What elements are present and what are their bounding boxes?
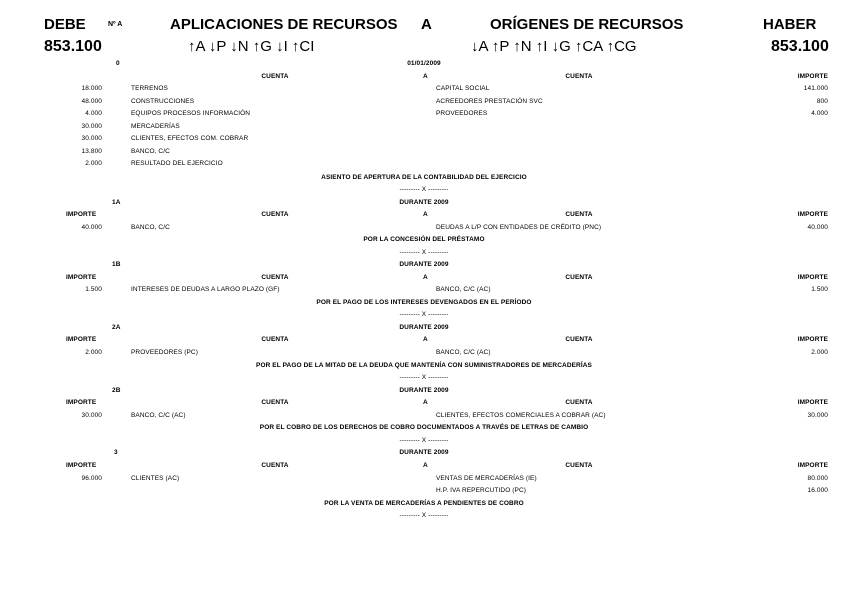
entry-number: 1B xyxy=(112,261,121,268)
entry-period: DURANTE 2009 xyxy=(399,199,449,206)
opening-credit-account: ACREEDORES PRESTACIÓN SVC xyxy=(436,98,543,105)
entry-period: DURANTE 2009 xyxy=(399,387,449,394)
debe-label: DEBE xyxy=(44,16,86,33)
opening-credit-account: CAPITAL SOCIAL xyxy=(436,85,490,92)
entry-debit-amount: 30.000 xyxy=(81,412,102,419)
entry-col-cuenta-left: CUENTA xyxy=(261,274,289,281)
entry-col-importe-left: IMPORTE xyxy=(66,274,97,281)
entry-separator: --------- X --------- xyxy=(399,249,449,256)
entry-col-importe-right: IMPORTE xyxy=(797,274,828,281)
entry-col-importe-left: IMPORTE xyxy=(66,462,97,469)
entry-col-importe-right: IMPORTE xyxy=(797,399,828,406)
entry-col-a: A xyxy=(423,274,428,281)
entry-col-importe-right: IMPORTE xyxy=(797,336,828,343)
formula-left: ↑A ↓P ↓N ↑G ↓I ↑CI xyxy=(188,38,315,55)
total-haber: 853.100 xyxy=(771,38,829,55)
entry-number: 1A xyxy=(112,199,121,206)
entry-period: DURANTE 2009 xyxy=(399,324,449,331)
entry-description: POR LA VENTA DE MERCADERÍAS A PENDIENTES DE COBRO xyxy=(324,500,524,507)
opening-separator: --------- X --------- xyxy=(399,186,449,193)
entry-debit-account: CLIENTES (AC) xyxy=(131,475,180,482)
entry-col-cuenta-left: CUENTA xyxy=(261,211,289,218)
entry-col-importe-right: IMPORTE xyxy=(797,211,828,218)
opening-debit-account: CONSTRUCCIONES xyxy=(131,98,195,105)
opening-debit-account: RESULTADO DEL EJERCICIO xyxy=(131,160,223,167)
entry-credit-amount: 30.000 xyxy=(807,412,828,419)
entry-col-a: A xyxy=(423,399,428,406)
header-a-label: A xyxy=(421,16,432,33)
opening-number: 0 xyxy=(116,60,120,67)
entry-description: POR EL PAGO DE LA MITAD DE LA DEUDA QUE MANTENÍA CON SUMINISTRADORES DE MERCADERÍAS xyxy=(256,362,592,369)
entry-credit-account: DEUDAS A L/P CON ENTIDADES DE CRÉDITO (PNC) xyxy=(436,224,602,231)
opening-debit-amount: 18.000 xyxy=(81,85,102,92)
opening-debit-amount: 30.000 xyxy=(81,135,102,142)
entry-col-cuenta-left: CUENTA xyxy=(261,336,289,343)
opening-date: 01/01/2009 xyxy=(407,60,441,67)
opening-debit-amount: 4.000 xyxy=(85,110,102,117)
entry-period: DURANTE 2009 xyxy=(399,449,449,456)
entry-debit-account: INTERESES DE DEUDAS A LARGO PLAZO (GF) xyxy=(131,286,280,293)
entry-debit-amount: 96.000 xyxy=(81,475,102,482)
opening-debit-account: BANCO, C/C xyxy=(131,148,170,155)
opening-credit-account: PROVEEDORES xyxy=(436,110,488,117)
opening-credit-amount: 141.000 xyxy=(803,85,828,92)
entry-number: 2A xyxy=(112,324,121,331)
entry-credit-account: VENTAS DE MERCADERÍAS (IE) xyxy=(436,475,537,482)
entry-debit-amount: 40.000 xyxy=(81,224,102,231)
entry-number-label: Nº A xyxy=(108,21,123,28)
entry-credit-amount: 40.000 xyxy=(807,224,828,231)
entry-debit-account: BANCO, C/C (AC) xyxy=(131,412,186,419)
entry-col-cuenta-right: CUENTA xyxy=(565,211,593,218)
entry-col-a: A xyxy=(423,462,428,469)
opening-debit-amount: 13.800 xyxy=(81,148,102,155)
total-debe: 853.100 xyxy=(44,38,102,55)
entry-debit-account: BANCO, C/C xyxy=(131,224,170,231)
opening-debit-account: TERRENOS xyxy=(131,85,168,92)
entry-separator: --------- X --------- xyxy=(399,311,449,318)
opening-col-a: A xyxy=(423,73,428,80)
entry-separator: --------- X --------- xyxy=(399,512,449,519)
entry-number: 2B xyxy=(112,387,121,394)
opening-debit-amount: 2.000 xyxy=(85,160,102,167)
opening-debit-account: MERCADERÍAS xyxy=(131,123,180,130)
entry-number: 3 xyxy=(114,449,118,456)
entry-col-a: A xyxy=(423,336,428,343)
entry-credit-amount: 1.500 xyxy=(811,286,828,293)
entry-col-cuenta-right: CUENTA xyxy=(565,399,593,406)
entry-debit-amount: 2.000 xyxy=(85,349,102,356)
entry-col-cuenta-right: CUENTA xyxy=(565,462,593,469)
entry-credit-account: BANCO, C/C (AC) xyxy=(436,286,491,293)
entry-credit-account: BANCO, C/C (AC) xyxy=(436,349,491,356)
entry-credit-amount: 2.000 xyxy=(811,349,828,356)
entry-description: POR LA CONCESIÓN DEL PRÉSTAMO xyxy=(363,236,485,243)
entry-col-importe-right: IMPORTE xyxy=(797,462,828,469)
entry-period: DURANTE 2009 xyxy=(399,261,449,268)
entry-col-cuenta-right: CUENTA xyxy=(565,274,593,281)
entry-credit-account: CLIENTES, EFECTOS COMERCIALES A COBRAR (AC) xyxy=(436,412,606,419)
entry-separator: --------- X --------- xyxy=(399,374,449,381)
opening-col-importe-right: IMPORTE xyxy=(797,73,828,80)
entry-col-importe-left: IMPORTE xyxy=(66,399,97,406)
opening-debit-amount: 30.000 xyxy=(81,123,102,130)
formula-right: ↓A ↑P ↑N ↑I ↓G ↑CA ↑CG xyxy=(471,38,637,55)
entry-credit-amount: 80.000 xyxy=(807,475,828,482)
origenes-title: ORÍGENES DE RECURSOS xyxy=(490,16,684,33)
entry-col-cuenta-left: CUENTA xyxy=(261,462,289,469)
entry-description: POR EL COBRO DE LOS DERECHOS DE COBRO DOCUMENTADOS A TRAVÉS DE LETRAS DE CAMBIO xyxy=(259,424,589,431)
haber-label: HABER xyxy=(763,16,817,33)
opening-description: ASIENTO DE APERTURA DE LA CONTABILIDAD DEL EJERCICIO xyxy=(321,174,527,181)
opening-col-cuenta-left: CUENTA xyxy=(261,73,289,80)
entry-col-a: A xyxy=(423,211,428,218)
opening-col-cuenta-right: CUENTA xyxy=(565,73,593,80)
aplicaciones-title: APLICACIONES DE RECURSOS xyxy=(170,16,398,33)
entry-col-cuenta-left: CUENTA xyxy=(261,399,289,406)
opening-debit-account: CLIENTES, EFECTOS COM. COBRAR xyxy=(131,135,249,142)
opening-credit-amount: 4.000 xyxy=(811,110,828,117)
opening-debit-amount: 48.000 xyxy=(81,98,102,105)
entry-debit-account: PROVEEDORES (PC) xyxy=(131,349,198,356)
opening-credit-amount: 800 xyxy=(816,98,828,105)
entry-credit-amount: 16.000 xyxy=(807,487,828,494)
entry-separator: --------- X --------- xyxy=(399,437,449,444)
opening-debit-account: EQUIPOS PROCESOS INFORMACIÓN xyxy=(131,110,251,117)
entry-credit-account: H.P. IVA REPERCUTIDO (PC) xyxy=(436,487,527,494)
entry-debit-amount: 1.500 xyxy=(85,286,102,293)
entry-col-importe-left: IMPORTE xyxy=(66,211,97,218)
entry-description: POR EL PAGO DE LOS INTERESES DEVENGADOS EN EL PERÍODO xyxy=(316,299,532,306)
entry-col-cuenta-right: CUENTA xyxy=(565,336,593,343)
entry-col-importe-left: IMPORTE xyxy=(66,336,97,343)
